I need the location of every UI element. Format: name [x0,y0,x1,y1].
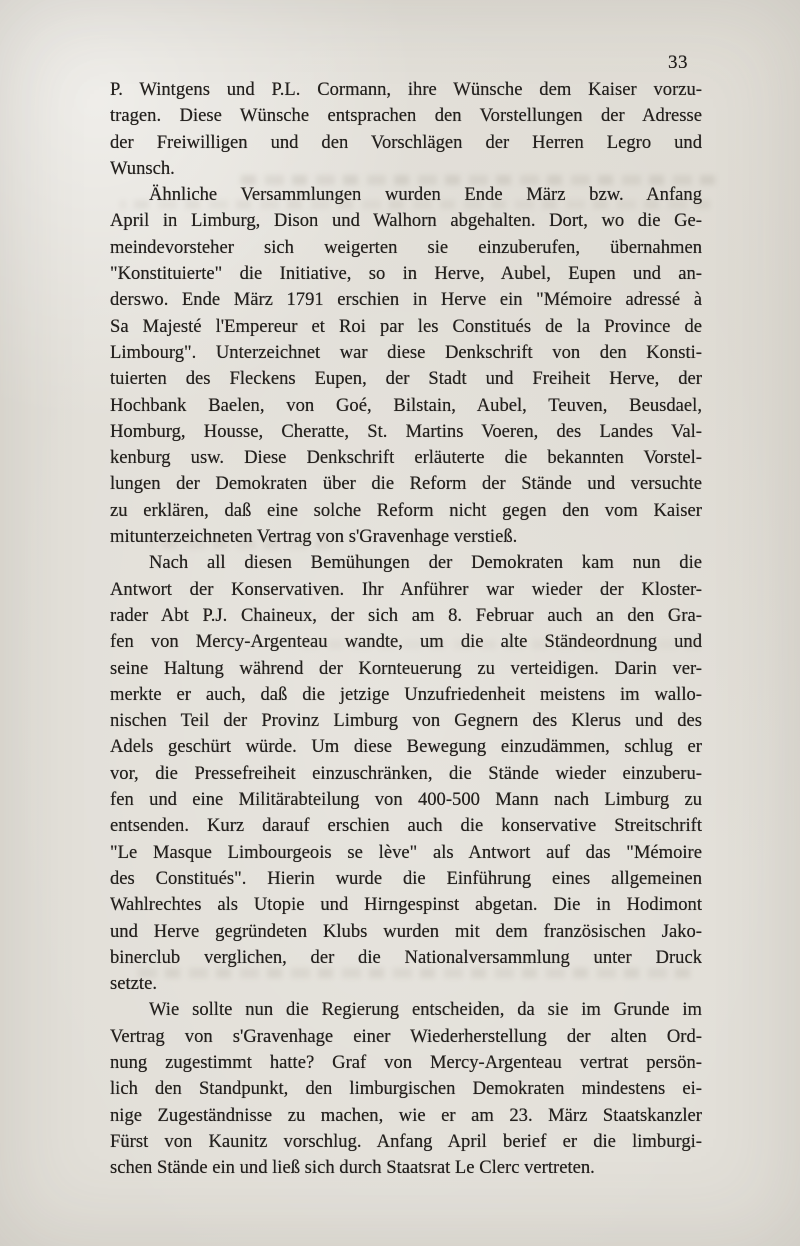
text-line: Wie sollte nun die Regierung entscheiden, da sie im Grunde im [149,999,702,1021]
text-line: nige Zugeständnisse zu machen, wie er am 23. März Staatskanzler [110,1104,702,1126]
text-line: derswo. Ende März 1791 erschien in Herve ein "Mémoire adressé à [110,289,702,311]
text-line: lungen der Demokraten über die Reform der Stände und versuchte [110,473,702,495]
text-line: lich den Standpunkt, den limburgischen Demokraten mindestens ei- [110,1078,702,1100]
text-line: fen und eine Militärabteilung von 400-500 Mann nach Limburg zu [110,789,702,811]
paragraph [110,997,702,1181]
text-line: Sa Majesté l'Empereur et Roi par les Constitués de la Province de [110,315,702,337]
text-line: Nach all diesen Bemühungen der Demokraten kam nun die [149,552,702,574]
text-line: zu erklären, daß eine solche Reform nicht gegen den vom Kaiser [110,499,702,521]
text-line: vor, die Pressefreiheit einzuschränken, die Stände wieder einzuberu- [110,762,702,784]
text-line: Vertrag von s'Gravenhage einer Wiederherstellung der alten Ord- [110,1025,702,1047]
text-line: des Constitués". Hierin wurde die Einführung eines allgemeinen [110,867,702,889]
text-line: und Herve gegründeten Klubs wurden mit dem französischen Jako- [110,920,702,942]
text-line: rader Abt P.J. Chaineux, der sich am 8. Februar auch an den Gra- [110,604,702,626]
text-line: seine Haltung während der Kornteuerung zu verteidigen. Darin ver- [110,657,702,679]
text-line: meindevorsteher sich weigerten sie einzuberufen, übernahmen [110,236,702,258]
text-line: merkte er auch, daß die jetzige Unzufriedenheit meistens im wallo- [110,683,702,705]
text-line: entsenden. Kurz darauf erschien auch die konservative Streitschrift [110,815,702,837]
text-line: Hochbank Baelen, von Goé, Bilstain, Aubel, Teuven, Beusdael, [110,394,702,416]
text-line: Homburg, Housse, Cheratte, St. Martins Voeren, des Landes Val- [110,420,702,442]
text-line: Antwort der Konservativen. Ihr Anführer war wieder der Kloster- [110,578,702,600]
text-line: der Freiwilligen und den Vorschlägen der Herren Legro und [110,131,702,153]
text-block [110,77,702,1181]
text-line: binerclub verglichen, der die Nationalversammlung unter Druck [110,946,702,968]
paragraph [110,77,702,182]
text-line: Fürst von Kaunitz vorschlug. Anfang April berief er die limburgi- [110,1130,702,1152]
paragraph [110,550,702,997]
text-line: Wahlrechtes als Utopie und Hirngespinst abgetan. Die in Hodimont [110,894,702,916]
text-line: Ähnliche Versammlungen wurden Ende März bzw. Anfang [149,184,702,206]
text-line: Adels geschürt würde. Um diese Bewegung einzudämmen, schlug er [110,736,702,758]
text-line: tuierten des Fleckens Eupen, der Stadt und Freiheit Herve, der [110,368,702,390]
text-line: nischen Teil der Provinz Limburg von Gegnern des Klerus und des [110,710,702,732]
text-line: kenburg usw. Diese Denkschrift erläuterte die bekannten Vorstel- [110,447,702,469]
text-line: "Konstituierte" die Initiative, so in Herve, Aubel, Eupen und an- [110,263,702,285]
text-line: mitunterzeichneten Vertrag von s'Gravenhage verstieß. [110,526,518,548]
text-line: Limbourg". Unterzeichnet war diese Denkschrift von den Konsti- [110,341,702,363]
text-line: setzte. [110,973,157,995]
text-line: April in Limburg, Dison und Walhorn abgehalten. Dort, wo die Ge- [110,210,702,232]
page-number: 33 [668,52,688,73]
text-line: tragen. Diese Wünsche entsprachen den Vorstellungen der Adresse [110,105,702,127]
paragraph [110,182,702,550]
text-line: P. Wintgens und P.L. Cormann, ihre Wünsche dem Kaiser vorzu- [110,79,702,100]
text-line: fen von Mercy-Argenteau wandte, um die alte Ständeordnung und [110,631,702,653]
text-line: schen Stände ein und ließ sich durch Staatsrat Le Clerc vertreten. [110,1157,595,1179]
text-line: nung zugestimmt hatte? Graf von Mercy-Argenteau vertrat persön- [110,1051,702,1073]
text-line: Wunsch. [110,157,175,179]
text-line: "Le Masque Limbourgeois se lève" als Antwort auf das "Mémoire [110,841,702,863]
